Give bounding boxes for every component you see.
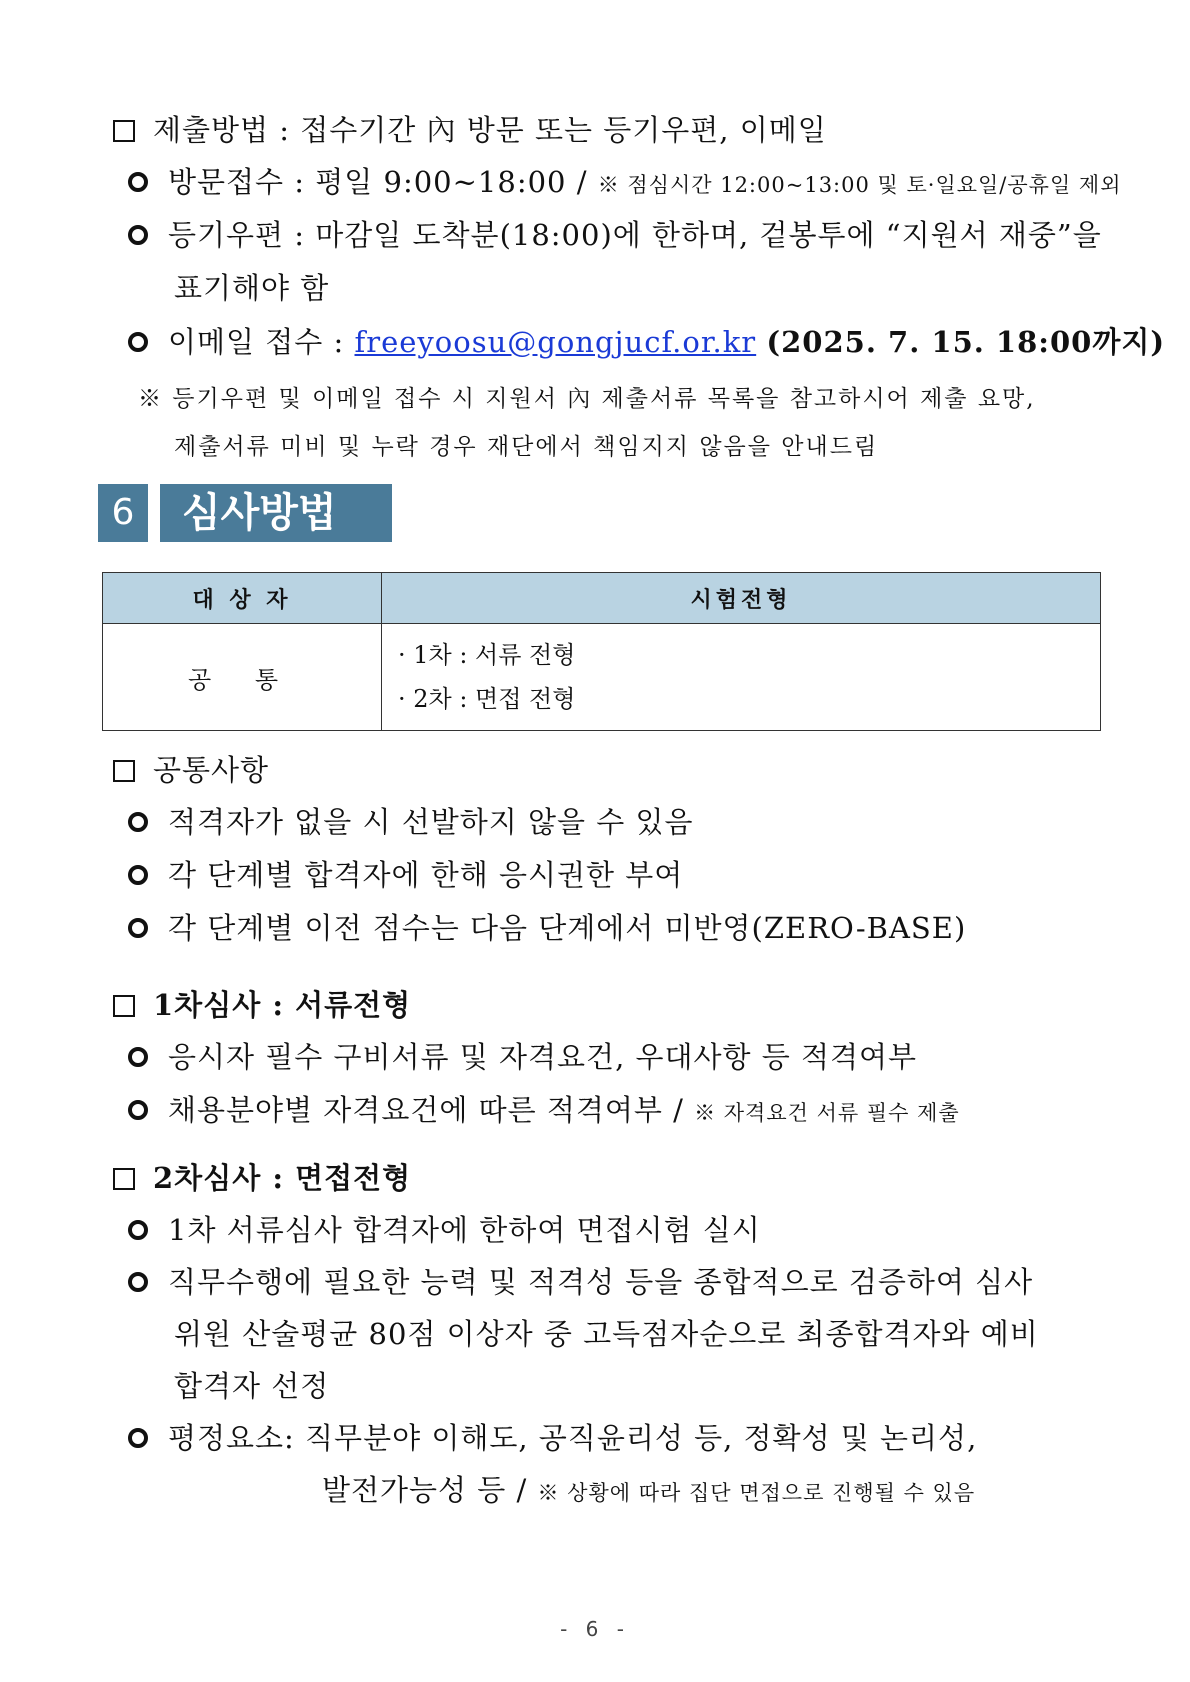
circle-bullet-icon — [128, 332, 148, 352]
table-header: 대 상 자 — [103, 573, 382, 624]
email-link[interactable]: freeyoosu@gongjucf.or.kr — [354, 325, 757, 359]
common-header: 공통사항 — [113, 748, 269, 789]
circle-bullet-icon — [128, 1100, 148, 1120]
table-cell-target: 공 통 — [103, 624, 382, 731]
stage-item: · 1차 : 서류 전형 — [398, 641, 576, 669]
circle-bullet-icon — [128, 918, 148, 938]
list-item: 응시자 필수 구비서류 및 자격요건, 우대사항 등 적격여부 — [128, 1035, 917, 1076]
submission-note: ※ 등기우편 및 이메일 접수 시 지원서 內 제출서류 목록을 참고하시어 제출 요망, — [138, 386, 1036, 412]
list-item-continued: 위원 산술평균 80점 이상자 중 고득점자순으로 최종합격자와 예비 — [174, 1317, 1039, 1351]
table-header-row — [103, 573, 1101, 624]
section-number: 6 — [98, 484, 148, 542]
list-item: 각 단계별 합격자에 한해 응시권한 부여 — [128, 853, 683, 894]
mail-item: 등기우편 : 마감일 도착분(18:00)에 한하며, 겉봉투에 “지원서 재중”을 — [128, 213, 1102, 254]
list-item: 직무수행에 필요한 능력 및 적격성 등을 종합적으로 검증하여 심사 — [128, 1260, 1033, 1301]
circle-bullet-icon — [128, 1047, 148, 1067]
checkbox-square-icon — [113, 120, 135, 142]
second-review-header: 2차심사 : 면접전형 — [113, 1156, 411, 1197]
list-item: 평정요소: 직무분야 이해도, 공직윤리성 등, 정확성 및 논리성, — [128, 1416, 977, 1457]
page-number: - 6 - — [560, 1617, 630, 1641]
list-item-continued: 합격자 선정 — [174, 1369, 330, 1403]
circle-bullet-icon — [128, 812, 148, 832]
stage-item: · 2차 : 면접 전형 — [398, 685, 576, 713]
circle-bullet-icon — [128, 1220, 148, 1240]
email-item: 이메일 접수 : freeyoosu@gongjucf.or.kr (2025. 7. 15. 18:00까지) — [128, 320, 1165, 361]
table-cell-stages — [382, 624, 1101, 731]
table-row — [103, 624, 1101, 731]
list-item-continued: 발전가능성 등 / ※ 상황에 따라 집단 면접으로 진행될 수 있음 — [322, 1473, 976, 1507]
list-item: 각 단계별 이전 점수는 다음 단계에서 미반영(ZERO-BASE) — [128, 906, 966, 947]
visit-item: 방문접수 : 평일 9:00~18:00 / ※ 점심시간 12:00~13:00 및 토·일요일/공휴일 제외 — [128, 160, 1121, 201]
list-item: 채용분야별 자격요건에 따른 적격여부 / ※ 자격요건 서류 필수 제출 — [128, 1088, 960, 1129]
list-item: 적격자가 없을 시 선발하지 않을 수 있음 — [128, 800, 694, 841]
table-header: 시험전형 — [382, 573, 1101, 624]
list-item: 1차 서류심사 합격자에 한하여 면접시험 실시 — [128, 1208, 761, 1249]
checkbox-square-icon — [113, 995, 135, 1017]
section-title: 심사방법 — [160, 484, 392, 542]
circle-bullet-icon — [128, 225, 148, 245]
mail-item-continued: 표기해야 함 — [174, 271, 330, 305]
circle-bullet-icon — [128, 1428, 148, 1448]
evaluation-table — [102, 572, 1101, 731]
first-review-header: 1차심사 : 서류전형 — [113, 983, 411, 1024]
submission-header: 제출방법 : 접수기간 內 방문 또는 등기우편, 이메일 — [113, 108, 827, 149]
circle-bullet-icon — [128, 865, 148, 885]
checkbox-square-icon — [113, 1168, 135, 1190]
checkbox-square-icon — [113, 760, 135, 782]
submission-note-continued: 제출서류 미비 및 누락 경우 재단에서 책임지지 않음을 안내드림 — [174, 434, 879, 460]
circle-bullet-icon — [128, 1272, 148, 1292]
circle-bullet-icon — [128, 172, 148, 192]
